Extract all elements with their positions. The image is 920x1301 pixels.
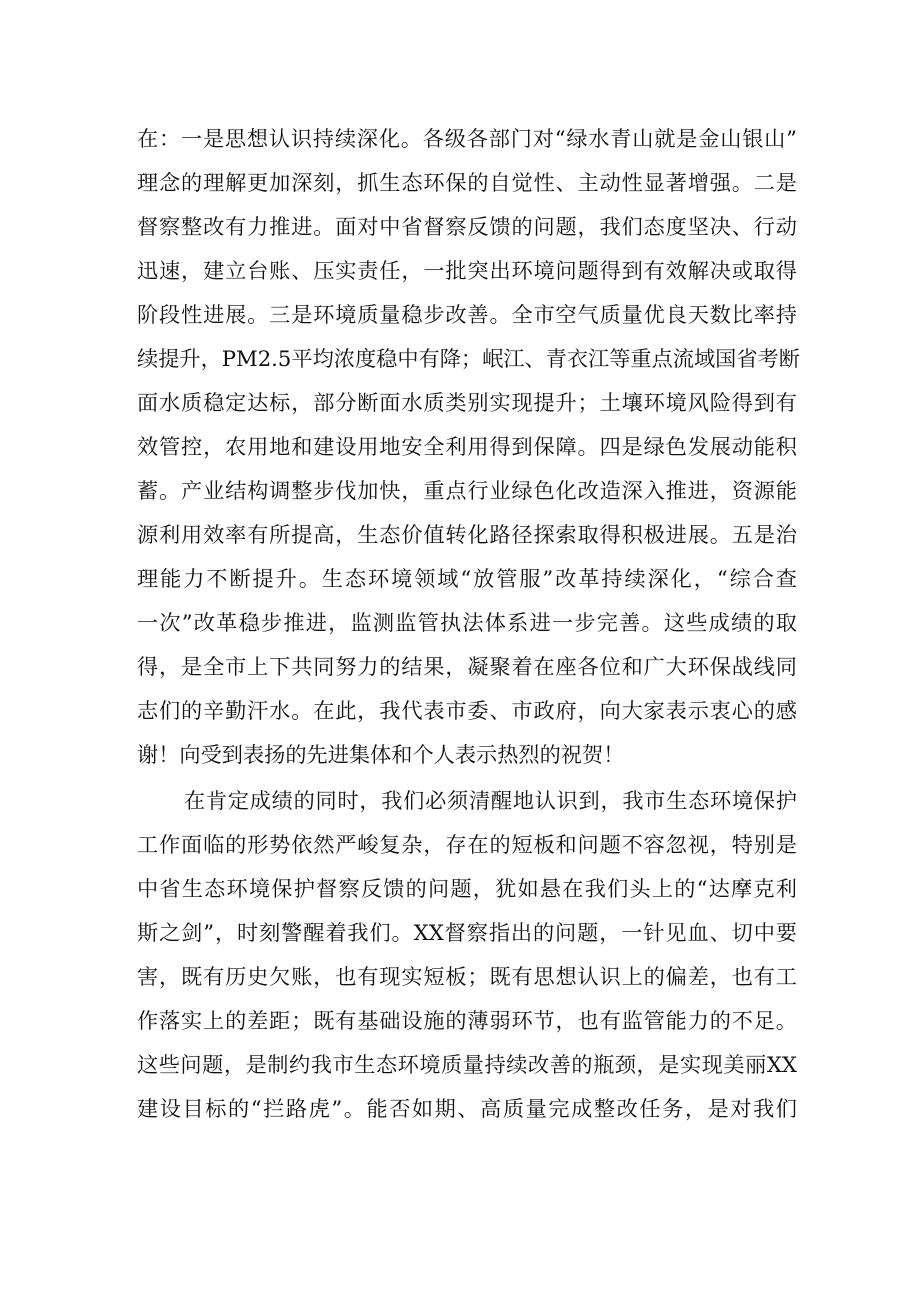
- text-line: 在：一是思想认识持续深化。各级各部门对“绿水青山就是金山银山”: [137, 126, 797, 151]
- text-line: 建设目标的“拦路虎”。能否如期、高质量完成整改任务，是对我们: [137, 1096, 797, 1121]
- text-line: 续提升，PM2.5平均浓度稳中有降；岷江、青衣江等重点流域国省考断: [137, 346, 800, 371]
- text-line: 蓄。产业结构调整步伐加快，重点行业绿色化改造深入推进，资源能: [137, 478, 797, 503]
- text-line: 一次”改革稳步推进，监测监管执法体系进一步完善。这些成绩的取: [137, 610, 797, 635]
- text-line: 工作面临的形势依然严峻复杂，存在的短板和问题不容忽视，特别是: [137, 832, 797, 857]
- text-line: 斯之剑”，时刻警醒着我们。XX督察指出的问题，一针见血、切中要: [137, 920, 797, 945]
- text-line: 志们的辛勤汗水。在此，我代表市委、市政府，向大家表示衷心的感: [137, 698, 797, 723]
- text-line: 理念的理解更加深刻，抓生态环保的自觉性、主动性显著增强。二是: [137, 170, 797, 195]
- text-line: 督察整改有力推进。面对中省督察反馈的问题，我们态度坚决、行动: [137, 214, 797, 239]
- text-line: 效管控，农用地和建设用地安全利用得到保障。四是绿色发展动能积: [137, 434, 797, 459]
- text-line: 理能力不断提升。生态环境领域“放管服”改革持续深化，“综合查: [137, 566, 797, 591]
- text-line: 作落实上的差距；既有基础设施的薄弱环节，也有监管能力的不足。: [137, 1008, 797, 1033]
- text-line: 源利用效率有所提高，生态价值转化路径探索取得积极进展。五是治: [137, 522, 797, 547]
- text-line: 中省生态环境保护督察反馈的问题，犹如悬在我们头上的“达摩克利: [137, 876, 797, 901]
- text-line: 这些问题，是制约我市生态环境质量持续改善的瓶颈，是实现美丽XX: [137, 1052, 797, 1077]
- text-line: 得，是全市上下共同努力的结果，凝聚着在座各位和广大环保战线同: [137, 654, 797, 679]
- text-line: 迅速，建立台账、压实责任，一批突出环境问题得到有效解决或取得: [137, 258, 797, 283]
- paragraph-end-line: 谢！向受到表扬的先进集体和个人表示热烈的祝贺！: [137, 742, 625, 767]
- text-line: 害，既有历史欠账，也有现实短板；既有思想认识上的偏差，也有工: [137, 964, 797, 989]
- paragraph-first-line: 在肯定成绩的同时，我们必须清醒地认识到，我市生态环境保护: [184, 788, 797, 813]
- text-line: 面水质稳定达标，部分断面水质类别实现提升；土壤环境风险得到有: [137, 390, 797, 415]
- text-line: 阶段性进展。三是环境质量稳步改善。全市空气质量优良天数比率持: [137, 302, 797, 327]
